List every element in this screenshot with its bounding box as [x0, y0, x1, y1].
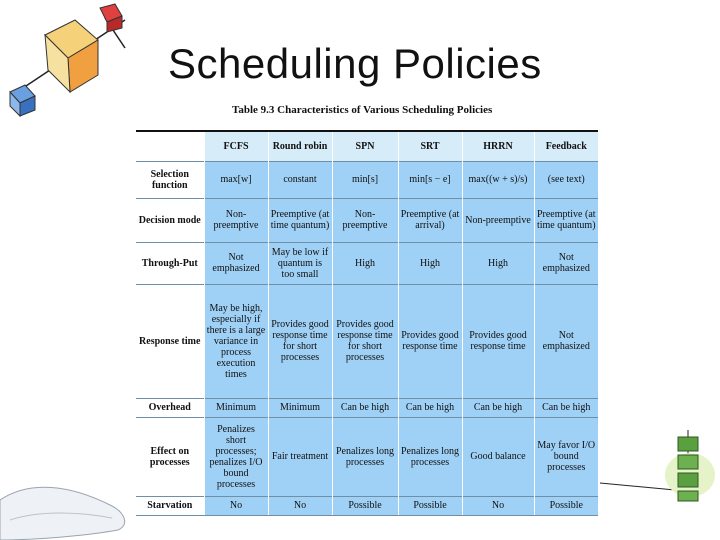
- row-selection-function: [136, 161, 598, 198]
- table-cell: Preemptive (at arrival): [398, 198, 462, 242]
- cubes-clipart-icon: [0, 0, 150, 130]
- boxes-clipart-icon: [600, 425, 720, 540]
- row-overhead: [136, 398, 598, 417]
- table-cell: Provides good response time: [462, 284, 534, 398]
- row-label: Decision mode: [136, 198, 204, 242]
- header-round-robin: Round robin: [268, 131, 332, 161]
- row-label: Starvation: [136, 496, 204, 515]
- table-cell: Fair treatment: [268, 417, 332, 496]
- table-cell: Provides good response time for short processes: [268, 284, 332, 398]
- header-srt: SRT: [398, 131, 462, 161]
- table-cell: Good balance: [462, 417, 534, 496]
- table-cell: Non-preemptive: [332, 198, 398, 242]
- table-cell: Can be high: [534, 398, 598, 417]
- table-cell: No: [268, 496, 332, 515]
- table-cell: Penalizes long processes: [398, 417, 462, 496]
- row-decision-mode: [136, 198, 598, 242]
- table-cell: min[s]: [332, 161, 398, 198]
- header-hrrn: HRRN: [462, 131, 534, 161]
- header-cell-empty: [136, 131, 204, 161]
- table-cell: Not emphasized: [534, 242, 598, 284]
- row-label: Overhead: [136, 398, 204, 417]
- table-cell: Penalizes long processes: [332, 417, 398, 496]
- header-row: [136, 131, 598, 161]
- table-cell: Can be high: [462, 398, 534, 417]
- table-cell: constant: [268, 161, 332, 198]
- table-cell: Preemptive (at time quantum): [534, 198, 598, 242]
- header-fcfs: FCFS: [204, 131, 268, 161]
- table-cell: Possible: [398, 496, 462, 515]
- row-label: Selection function: [136, 161, 204, 198]
- table-cell: Non-preemptive: [462, 198, 534, 242]
- table-cell: High: [398, 242, 462, 284]
- table-cell: May be low if quantum is too small: [268, 242, 332, 284]
- row-label: Through-Put: [136, 242, 204, 284]
- table-cell: Not emphasized: [534, 284, 598, 398]
- table-cell: No: [204, 496, 268, 515]
- table-cell: max((w + s)/s): [462, 161, 534, 198]
- table-cell: Penalizes short processes; penalizes I/O bound processes: [204, 417, 268, 496]
- row-starvation: [136, 496, 598, 515]
- row-effect-on-processes: [136, 417, 598, 496]
- row-throughput: [136, 242, 598, 284]
- table-cell: High: [332, 242, 398, 284]
- table-cell: Minimum: [268, 398, 332, 417]
- table-cell: Preemptive (at time quantum): [268, 198, 332, 242]
- table-cell: Non-preemptive: [204, 198, 268, 242]
- table-cell: max[w]: [204, 161, 268, 198]
- table-cell: Minimum: [204, 398, 268, 417]
- scheduling-table: [136, 130, 598, 516]
- row-label: Response time: [136, 284, 204, 398]
- hand-clipart-icon: [0, 470, 135, 540]
- table-cell: Possible: [332, 496, 398, 515]
- row-response-time: [136, 284, 598, 398]
- table-cell: May favor I/O bound processes: [534, 417, 598, 496]
- table-cell: Possible: [534, 496, 598, 515]
- table-cell: High: [462, 242, 534, 284]
- row-label: Effect on processes: [136, 417, 204, 496]
- slide-title: Scheduling Policies: [168, 40, 542, 87]
- table-caption: Table 9.3 Characteristics of Various Scheduling Policies: [232, 104, 493, 116]
- table-cell: No: [462, 496, 534, 515]
- table-cell: Not emphasized: [204, 242, 268, 284]
- table-cell: min[s − e]: [398, 161, 462, 198]
- header-spn: SPN: [332, 131, 398, 161]
- table-cell: Provides good response time for short processes: [332, 284, 398, 398]
- table-cell: May be high, especially if there is a large variance in process execution times: [204, 284, 268, 398]
- table-cell: Provides good response time: [398, 284, 462, 398]
- header-feedback: Feedback: [534, 131, 598, 161]
- table-cell: Can be high: [398, 398, 462, 417]
- table-cell: (see text): [534, 161, 598, 198]
- table-cell: Can be high: [332, 398, 398, 417]
